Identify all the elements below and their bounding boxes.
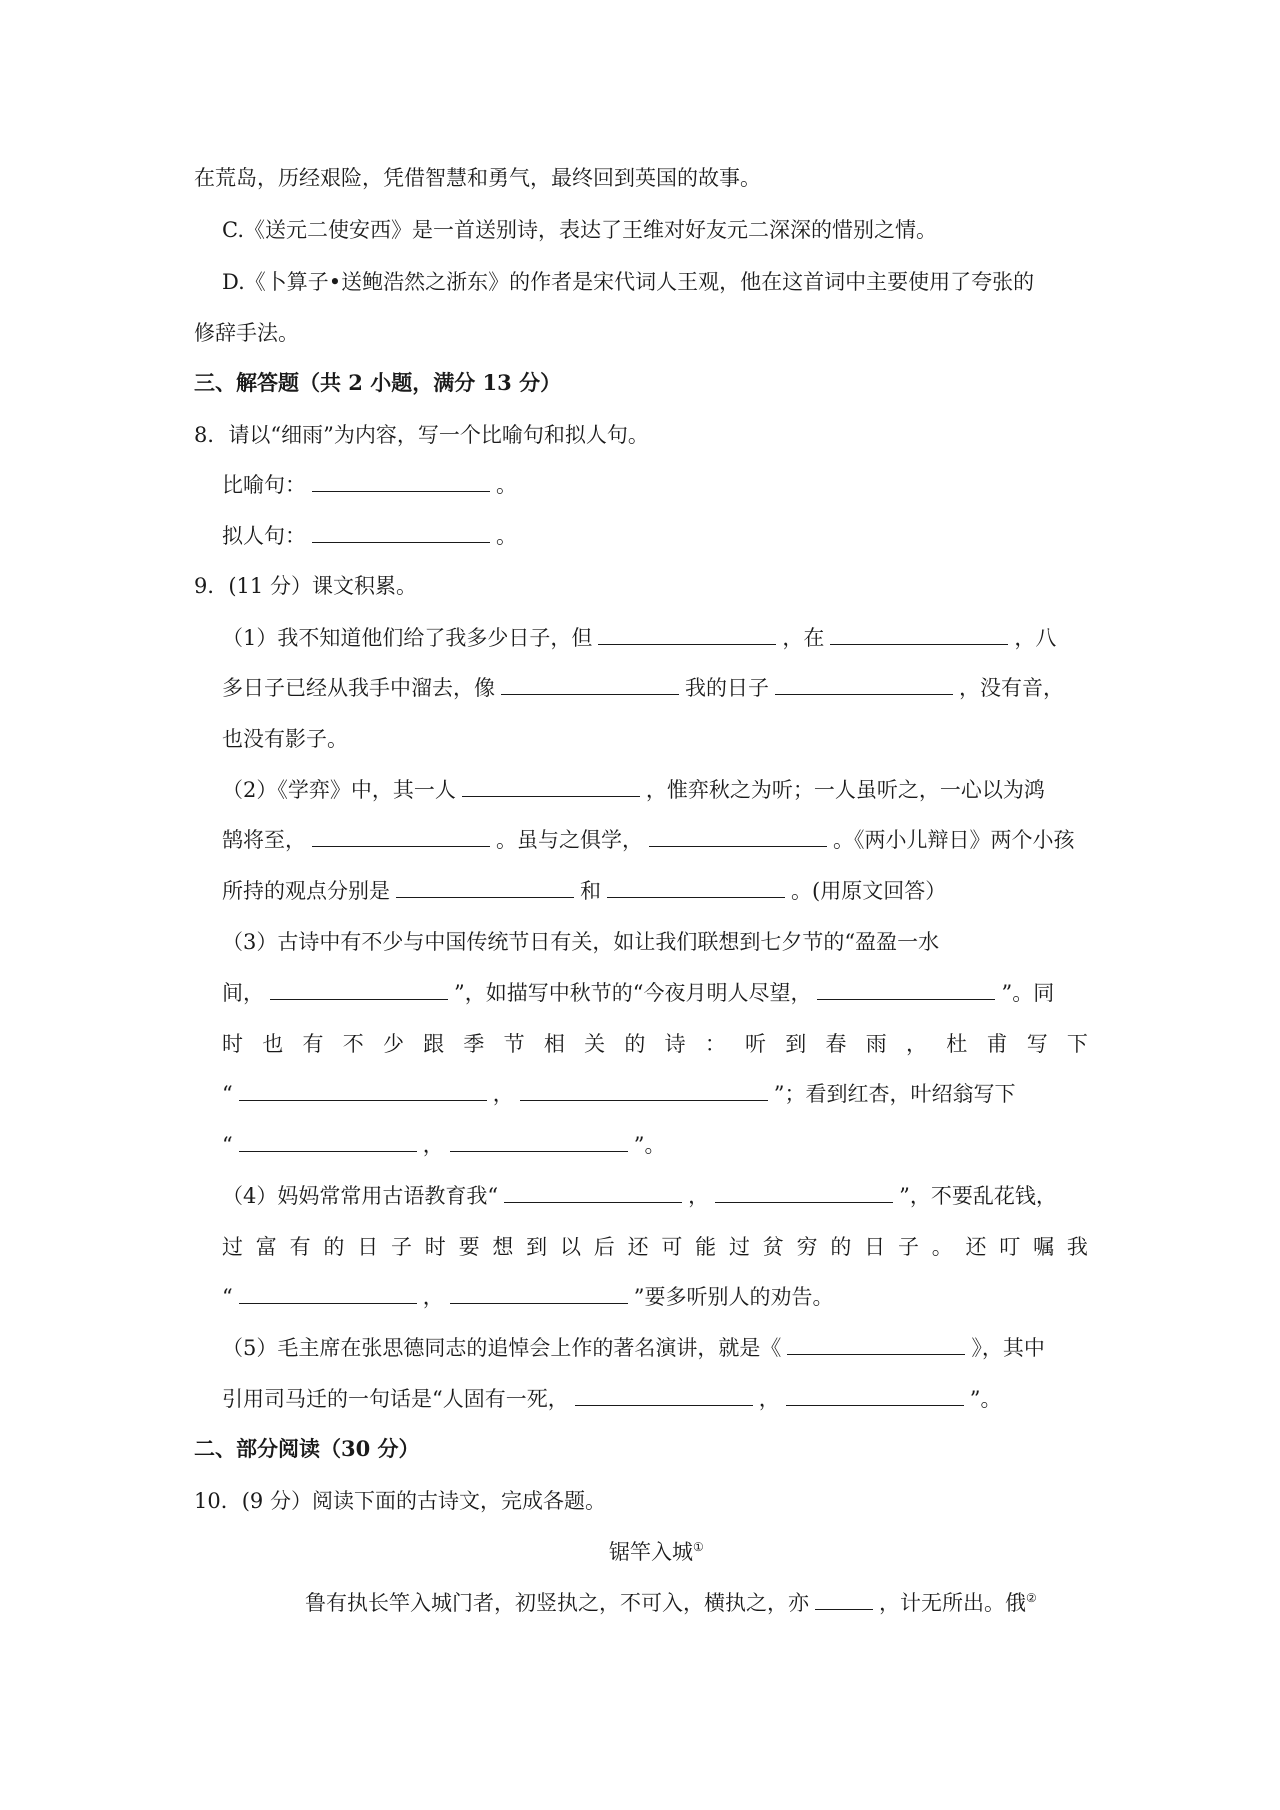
answer-blank[interactable] xyxy=(396,877,574,898)
answer-blank[interactable] xyxy=(575,1385,753,1406)
q9-4-line xyxy=(222,1181,1057,1211)
text: 》，其中 xyxy=(971,1336,1045,1360)
text: 引用司马迁的一句话是“人固有一死， xyxy=(222,1387,569,1411)
spread-char: 能 xyxy=(695,1235,717,1259)
title-text: 锯竿入城 xyxy=(609,1540,693,1564)
answer-blank[interactable] xyxy=(450,1283,628,1304)
text: 和 xyxy=(580,879,601,903)
answer-blank[interactable] xyxy=(830,624,1008,645)
text: 。虽与之俱学， xyxy=(496,828,643,852)
answer-blank[interactable] xyxy=(786,1385,964,1406)
q9-4-spread-line xyxy=(222,1232,1088,1262)
text: “ xyxy=(222,1133,233,1157)
text: ”，不要乱花钱， xyxy=(899,1184,1057,1208)
answer-blank[interactable] xyxy=(520,1080,768,1101)
q9-3-line: （3）古诗中有不少与中国传统节日有关，如让我们联想到七夕节的“盈盈一水 xyxy=(222,930,940,954)
q9-5-line xyxy=(222,1333,1045,1363)
text: ”。同 xyxy=(1001,981,1055,1005)
answer-blank[interactable] xyxy=(450,1131,628,1152)
spread-char: 以 xyxy=(559,1235,581,1259)
text: 鲁有执长竿入城门者，初竖执之，不可入，横执之，亦 xyxy=(305,1591,809,1615)
option-d: D.《卜算子•送鲍浩然之浙东》的作者是宋代词人王观，他在这首词中主要使用了夸张的 xyxy=(222,270,1035,294)
spread-char: 。 xyxy=(931,1235,953,1259)
text: ， xyxy=(422,1285,444,1309)
answer-blank[interactable] xyxy=(239,1131,417,1152)
spread-char: 听 xyxy=(745,1032,767,1056)
spread-char: 到 xyxy=(526,1235,548,1259)
answer-blank[interactable] xyxy=(607,877,785,898)
text: （2）《学弈》中，其一人 xyxy=(222,778,456,802)
spread-char: 要 xyxy=(458,1235,480,1259)
spread-char: 日 xyxy=(357,1235,379,1259)
spread-char: 杜 xyxy=(946,1032,968,1056)
text: ， xyxy=(688,1184,710,1208)
spread-char: 日 xyxy=(864,1235,886,1259)
q8-personification-line xyxy=(222,521,517,551)
spread-char: 嘱 xyxy=(1033,1235,1055,1259)
punct: 。 xyxy=(496,524,517,548)
text: 多日子已经从我手中溜去，像 xyxy=(222,676,495,700)
answer-blank[interactable] xyxy=(598,624,776,645)
answer-blank[interactable] xyxy=(504,1182,682,1203)
q9-3-line xyxy=(222,1079,1016,1109)
spread-char: 关 xyxy=(584,1032,606,1056)
spread-char: 相 xyxy=(543,1032,565,1056)
q9-1-line xyxy=(222,623,1056,653)
text: 。《两小儿辩日》两个小孩 xyxy=(833,828,1075,852)
answer-blank[interactable] xyxy=(239,1283,417,1304)
text: “ xyxy=(222,1082,233,1106)
answer-blank[interactable] xyxy=(462,776,640,797)
question-10: 10．(9 分）阅读下面的古诗文，完成各题。 xyxy=(194,1489,606,1513)
text: 间， xyxy=(222,981,264,1005)
spread-char: 时 xyxy=(424,1235,446,1259)
answer-blank[interactable] xyxy=(312,522,490,543)
spread-char: 雨 xyxy=(865,1032,887,1056)
answer-blank[interactable] xyxy=(270,979,448,1000)
spread-char: 的 xyxy=(323,1235,345,1259)
spread-char: 的 xyxy=(830,1235,852,1259)
text: ”。 xyxy=(969,1387,1002,1411)
answer-blank[interactable] xyxy=(239,1080,487,1101)
text: 我的日子 xyxy=(685,676,769,700)
passage-title xyxy=(609,1537,704,1567)
spread-char: 子 xyxy=(390,1235,412,1259)
q9-3-line xyxy=(222,1130,666,1160)
spread-char: 少 xyxy=(382,1032,404,1056)
text: ， xyxy=(492,1082,514,1106)
q9-5-line xyxy=(222,1384,1001,1414)
q8-simile-label: 比喻句： xyxy=(222,473,306,497)
footnote-marker: ① xyxy=(693,1540,704,1554)
q9-3-line xyxy=(222,978,1054,1008)
spread-char: 还 xyxy=(627,1235,649,1259)
text: （5）毛主席在张思德同志的追悼会上作的著名演讲，就是《 xyxy=(222,1336,782,1360)
text: （1）我不知道他们给了我多少日子，但 xyxy=(222,626,593,650)
q9-1-line: 也没有影子。 xyxy=(222,727,348,751)
text: 。(用原文回答） xyxy=(791,879,947,903)
spread-char: 可 xyxy=(661,1235,683,1259)
text: ，惟弈秋之为听；一人虽听之，一心以为鸿 xyxy=(645,778,1045,802)
question-8: 8．请以“细雨”为内容，写一个比喻句和拟人句。 xyxy=(194,423,649,447)
section-heading: 三、解答题（共 2 小题，满分 13 分） xyxy=(194,370,562,395)
spread-char: 有 xyxy=(289,1235,311,1259)
text: ， xyxy=(758,1387,780,1411)
q9-2-line xyxy=(222,825,1075,855)
spread-char: 春 xyxy=(825,1032,847,1056)
spread-char: 写 xyxy=(1026,1032,1048,1056)
spread-char: 诗 xyxy=(664,1032,686,1056)
spread-char: 贫 xyxy=(762,1235,784,1259)
q9-2-line xyxy=(222,876,946,906)
spread-char: 想 xyxy=(492,1235,514,1259)
q8-simile-line xyxy=(222,470,517,500)
spread-char: 季 xyxy=(463,1032,485,1056)
q9-3-spread-line xyxy=(222,1029,1088,1059)
answer-blank[interactable] xyxy=(715,1182,893,1203)
spread-char: 的 xyxy=(624,1032,646,1056)
answer-blank[interactable] xyxy=(312,471,490,492)
passage-line xyxy=(305,1588,1037,1618)
answer-blank[interactable] xyxy=(501,674,679,695)
spread-char: 过 xyxy=(728,1235,750,1259)
spread-char: 也 xyxy=(262,1032,284,1056)
text: 所持的观点分别是 xyxy=(222,879,390,903)
spread-char: 还 xyxy=(965,1235,987,1259)
text: ，没有音， xyxy=(959,676,1064,700)
text: ”，如描写中秋节的“今夜月明人尽望， xyxy=(454,981,812,1005)
text-line: 在荒岛，历经艰险，凭借智慧和勇气，最终回到英国的故事。 xyxy=(194,166,761,190)
spread-char: 跟 xyxy=(423,1032,445,1056)
spread-char: 富 xyxy=(255,1235,277,1259)
text: ， xyxy=(422,1133,444,1157)
q8-personification-label: 拟人句： xyxy=(222,524,306,548)
text: （4）妈妈常常用古语教育我“ xyxy=(222,1184,499,1208)
answer-blank[interactable] xyxy=(312,826,490,847)
spread-char: 不 xyxy=(342,1032,364,1056)
q9-1-line xyxy=(222,673,1064,703)
text: ”要多听别人的劝告。 xyxy=(633,1285,834,1309)
punct: 。 xyxy=(496,473,517,497)
answer-blank[interactable] xyxy=(775,674,953,695)
spread-char: 后 xyxy=(593,1235,615,1259)
text: ，八 xyxy=(1014,626,1057,650)
q9-4-line xyxy=(222,1282,834,1312)
spread-char: ： xyxy=(704,1032,726,1056)
text: ”。 xyxy=(633,1133,666,1157)
answer-blank[interactable] xyxy=(815,1589,873,1610)
spread-char: ， xyxy=(905,1032,927,1056)
text: ”；看到红杏，叶绍翁写下 xyxy=(773,1082,1016,1106)
spread-char: 过 xyxy=(222,1235,243,1259)
text: “ xyxy=(222,1285,233,1309)
spread-char: 叮 xyxy=(999,1235,1021,1259)
spread-char: 我 xyxy=(1066,1235,1088,1259)
spread-char: 甫 xyxy=(986,1032,1008,1056)
answer-blank[interactable] xyxy=(817,979,995,1000)
spread-char: 穷 xyxy=(796,1235,818,1259)
question-9: 9．(11 分）课文积累。 xyxy=(194,574,417,598)
answer-blank[interactable] xyxy=(649,826,827,847)
spread-char: 下 xyxy=(1066,1032,1088,1056)
text-line: 修辞手法。 xyxy=(194,321,299,345)
spread-char: 子 xyxy=(897,1235,919,1259)
text: 鹄将至， xyxy=(222,828,306,852)
spread-char: 时 xyxy=(222,1032,243,1056)
spread-char: 有 xyxy=(302,1032,324,1056)
text: ，在 xyxy=(782,626,825,650)
footnote-marker: ② xyxy=(1026,1591,1037,1605)
text: ，计无所出。俄 xyxy=(879,1591,1026,1615)
section-heading: 二、部分阅读（30 分） xyxy=(194,1436,420,1461)
answer-blank[interactable] xyxy=(787,1334,965,1355)
spread-char: 节 xyxy=(503,1032,525,1056)
spread-char: 到 xyxy=(785,1032,807,1056)
q9-2-line xyxy=(222,775,1045,805)
option-c: C.《送元二使安西》是一首送别诗，表达了王维对好友元二深深的惜别之情。 xyxy=(222,218,937,242)
